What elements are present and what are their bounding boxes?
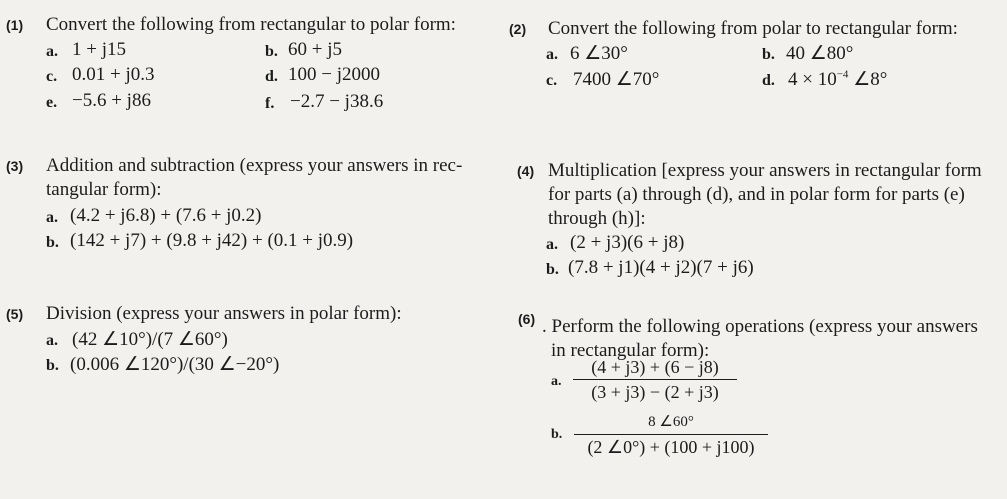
p6-item-a-fraction-bar (573, 379, 737, 380)
problem-1-number: (1) (6, 17, 24, 33)
p3-item-a-label: a. (46, 209, 58, 226)
problem-2-text: Convert the following from polar to rectangular form: (548, 18, 958, 39)
p1-item-b-label: b. (265, 43, 278, 60)
p3-item-a-expr: (4.2 + j6.8) + (7.6 + j0.2) (70, 205, 262, 226)
p6-item-a-numerator: (4 + j3) + (6 − j8) (591, 357, 719, 377)
p5-item-a-label: a. (46, 332, 58, 349)
p1-item-e-expr: −5.6 + j86 (72, 90, 151, 111)
problem-3-text-line2: tangular form): (46, 179, 162, 200)
problem-3-number: (3) (6, 158, 24, 174)
p2-item-d-exponent: −4 (836, 68, 849, 81)
p6-item-b-fraction-bar (574, 434, 768, 435)
p1-item-a-expr: 1 + j15 (72, 39, 126, 60)
p6-item-a-label: a. (551, 374, 562, 389)
p1-item-c-label: c. (46, 68, 58, 85)
p1-item-f-expr: −2.7 − j38.6 (290, 91, 384, 112)
p2-item-b-label: b. (762, 46, 775, 63)
p4-item-a-expr: (2 + j3)(6 + j8) (570, 232, 685, 253)
p2-item-a-label: a. (546, 46, 558, 63)
p2-item-c-label: c. (546, 72, 558, 89)
problem-4-text-line2: for parts (a) through (d), and in polar form for parts (e) (548, 184, 965, 205)
p1-item-f-label: f. (265, 95, 275, 112)
p2-item-d-label: d. (762, 72, 775, 89)
p6-item-a-fraction (573, 356, 737, 403)
p4-item-b-expr: (7.8 + j1)(4 + j2)(7 + j6) (568, 257, 754, 278)
p1-item-c-expr: 0.01 + j0.3 (72, 64, 155, 85)
p2-item-b-expr: 40 ∠80° (786, 43, 854, 64)
problem-3-text-line1: Addition and subtraction (express your answers in rec- (46, 155, 463, 176)
p2-item-c-expr: 7400 ∠70° (573, 69, 660, 90)
p1-item-a-label: a. (46, 43, 58, 60)
p1-item-d-expr: 100 − j2000 (288, 64, 380, 85)
p3-item-b-expr: (142 + j7) + (9.8 + j42) + (0.1 + j0.9) (70, 230, 354, 251)
problem-6-number: (6) (518, 311, 536, 327)
problem-2-number: (2) (509, 21, 527, 37)
p6-item-b-label: b. (551, 427, 563, 442)
p6-item-b-fraction (574, 411, 768, 458)
problem-4-number: (4) (517, 163, 535, 179)
p3-item-b-label: b. (46, 234, 59, 251)
p2-item-a-expr: 6 ∠30° (570, 43, 628, 64)
problem-6-text-line1: . Perform the following operations (express your answers (542, 316, 978, 337)
p6-item-a-denominator: (3 + j3) − (2 + j3) (591, 382, 719, 402)
p1-item-d-label: d. (265, 68, 278, 85)
p1-item-b-expr: 60 + j5 (288, 39, 342, 60)
p5-item-a-expr: (42 ∠10°)/(7 ∠60°) (72, 329, 228, 350)
problem-5-text: Division (express your answers in polar form): (46, 303, 402, 324)
p2-item-d-angle: ∠8° (848, 69, 888, 90)
problem-1-text: Convert the following from rectangular to polar form: (46, 14, 456, 35)
problem-4-text-line1: Multiplication [express your answers in rectangular form (548, 160, 982, 181)
p6-item-b-denominator: (2 ∠0°) + (100 + j100) (587, 437, 755, 457)
problem-5-number: (5) (6, 306, 24, 322)
p5-item-b-label: b. (46, 357, 59, 374)
p2-item-d-base: 4 × 10 (788, 69, 837, 90)
p4-item-b-label: b. (546, 261, 559, 278)
p2-item-d-expr (788, 68, 887, 91)
p6-item-b-numerator: 8 ∠60° (648, 414, 694, 430)
p5-item-b-expr: (0.006 ∠120°)/(30 ∠−20°) (70, 354, 280, 375)
problem-6-text-line2: in rectangular form): (551, 340, 710, 361)
p1-item-e-label: e. (46, 94, 58, 111)
p4-item-a-label: a. (546, 236, 558, 253)
problem-4-text-line3: through (h)]: (548, 208, 646, 229)
